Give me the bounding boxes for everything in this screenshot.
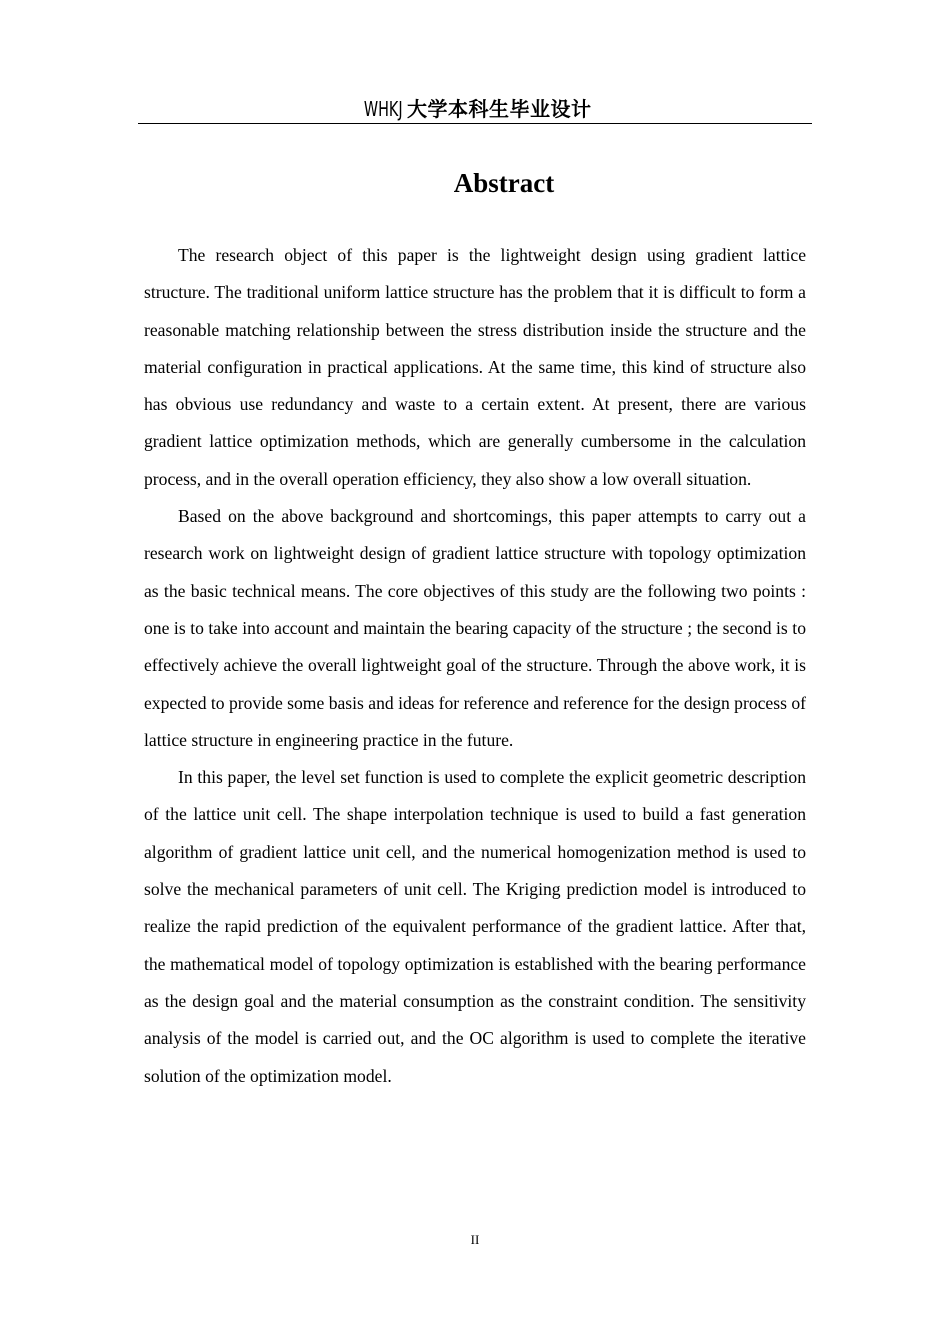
page-number: II [470, 1232, 480, 1247]
running-header [138, 96, 812, 124]
page-title: Abstract [453, 168, 555, 198]
paragraph: In this paper, the level set function is used to complete the explicit geometric description of the lattice unit cell. The shape interpolation technique is used to build a fast generation algorithm of gradient lattice unit cell, and the numerical homogenization method is used to solve the mechanical parameters of unit cell. The Kriging prediction model is introduced to realize the rapid prediction of the equivalent performance of the gradient lattice. After that, the mathematical model of topology optimization is established with the bearing performance as the design goal and the material consumption as the constraint condition. The sensitivity analysis of the model is carried out, and the OC algorithm is used to complete the iterative solution of the optimization model. [144, 767, 806, 1086]
paragraph: Based on the above background and shortcomings, this paper attempts to carry out a research work on lightweight design of gradient lattice structure with topology optimization as the basic technical means. The core objectives of this study are the following two points : one is to take into account and maintain the bearing capacity of the structure ; the second is to effectively achieve the overall lightweight goal of the structure. Through the above work, it is expected to provide some basis and ideas for reference and reference for the design process of lattice structure in engineering practice in the future. [144, 506, 806, 750]
header-cjk: 大学本科生毕业设计 [406, 97, 592, 121]
abstract-body [144, 237, 806, 1095]
paragraph: The research object of this paper is the lightweight design using gradient lattice structure. The traditional uniform lattice structure has the problem that it is difficult to form a reasonable matching relationship between the stress distribution inside the structure and the material configuration in practical applications. At the same time, this kind of structure also has obvious use redundancy and waste to a certain extent. At present, there are various gradient lattice optimization methods, which are generally cumbersome in the calculation process, and in the overall operation efficiency, they also show a low overall situation. [144, 245, 806, 489]
header-latin: WHKJ [363, 97, 403, 121]
